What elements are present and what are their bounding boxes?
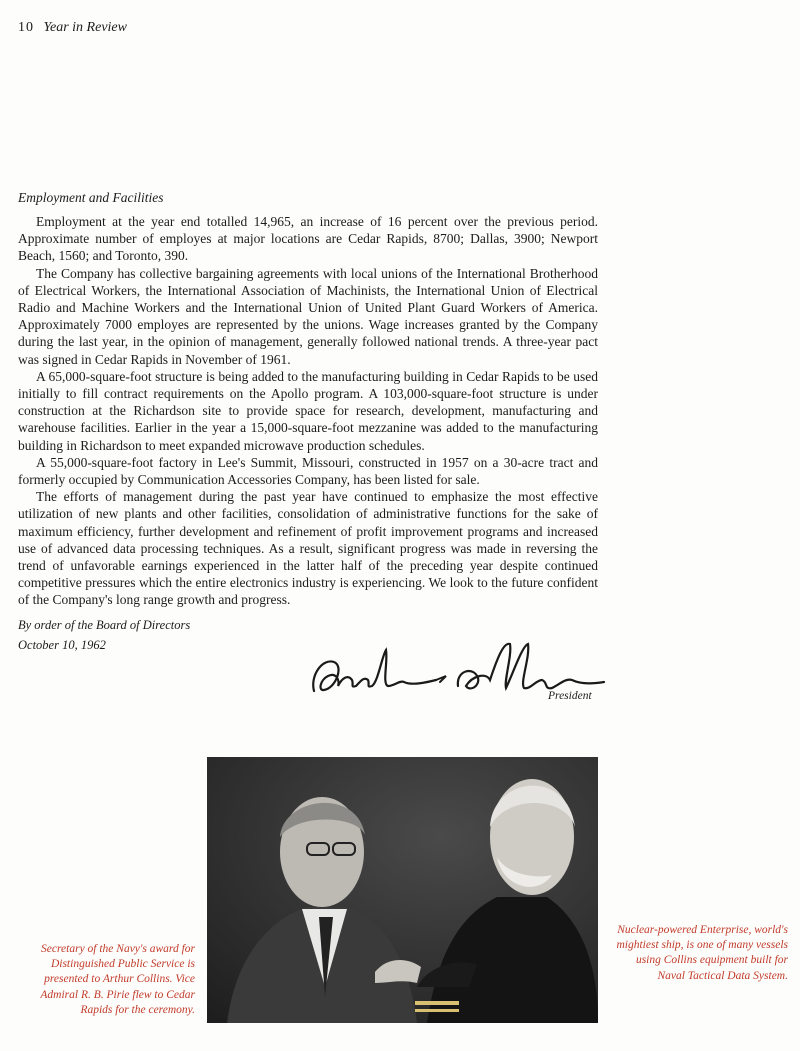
section-title: Employment and Facilities — [18, 190, 164, 205]
board-order-line: By order of the Board of Directors — [18, 618, 191, 632]
signoff — [18, 615, 190, 655]
paragraph: A 55,000-square-foot factory in Lee's Summit, Missouri, constructed in 1957 on a 30-acre tract and formerly occupied by Communication Accessories Company, has been listed for sale. — [18, 454, 598, 488]
running-title: Year in Review — [43, 20, 127, 35]
page-header — [18, 20, 127, 36]
photo-caption-left: Secretary of the Navy's award for Distinguished Public Service is presented to Arthur Collins. Vice Admiral R. B. Pirie flew to Cedar Rapids for the ceremony. — [40, 943, 195, 1016]
photo-caption-right: Nuclear-powered Enterprise, world's mightiest ship, is one of many vessels using Collins equipment built for Naval Tactical Data System. — [616, 924, 788, 982]
signature-title: President — [548, 690, 592, 702]
paragraph: Employment at the year end totalled 14,965, an increase of 16 percent over the previous period. Approximate number of employes at major locations are Cedar Rapids, 8700; Dallas, 3900; Newport Beach, 1560; and Toronto, 390. — [18, 214, 598, 264]
body-text — [18, 213, 598, 609]
signoff-date: October 10, 1962 — [18, 638, 106, 652]
page-number: 10 — [18, 20, 34, 35]
paragraph: A 65,000-square-foot structure is being added to the manufacturing building in Cedar Rapids to be used initially to fill contract requirements on the Apollo program. A 103,000-square-foot structure is under construction at the Richardson site to provide space for research, development, manufacturing and warehouse facilities. Earlier in the year a 15,000-square-foot mezzanine was added to the manufacturing building in Richardson to meet expanded microwave production schedules. — [18, 368, 598, 453]
award-ceremony-photo — [207, 757, 598, 1023]
paragraph: The Company has collective bargaining agreements with local unions of the International Brotherhood of Electrical Workers, the International Association of Machinists, the International Union of Electrical Radio and Machine Workers and the International Union of United Plant Guard Workers of America. Approximately 7000 employes are represented by the unions. Wage increases granted by the Company during the last year, in the opinion of management, generally followed national trends. A three-year pact was signed in Cedar Rapids in November of 1961. — [18, 265, 598, 367]
paragraph: The efforts of management during the past year have continued to emphasize the most effective utilization of new plants and other facilities, consolidation of administrative functions for the sake of maximum efficiency, further development and refinement of profit improvement programs and increased use of advanced data processing techniques. As a result, significant progress was made in reversing the trend of unfavorable earnings experienced in the latter half of the preceding year despite continued competitive pressures which the entire electronics industry is experiencing. We look to the future confident of the Company's long range growth and progress. — [18, 489, 598, 608]
